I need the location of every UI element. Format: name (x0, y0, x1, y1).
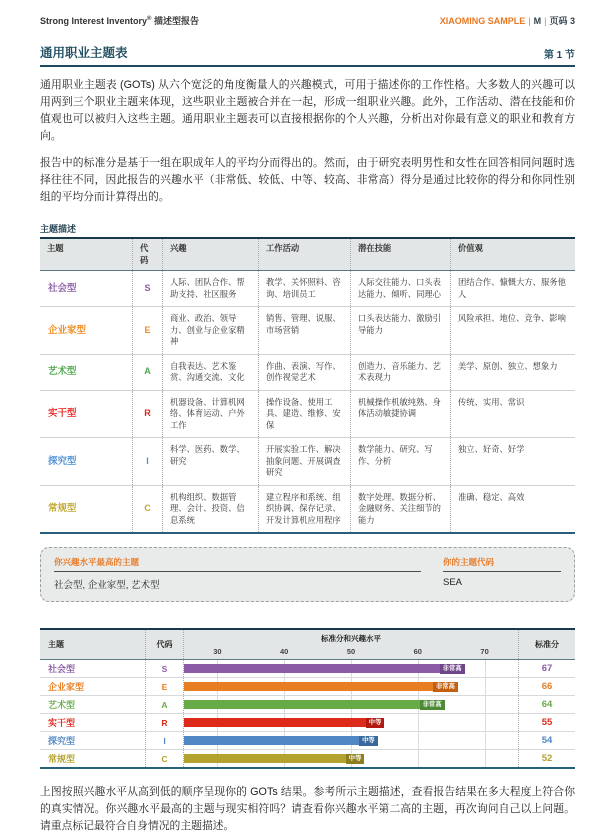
theme-skills: 数字处理、数据分析、金融财务、关注细节的能力 (350, 486, 450, 533)
theme-code: R (132, 391, 162, 438)
col-header-theme: 主题 (47, 243, 64, 253)
interest-level-label: 非常高 (440, 664, 465, 674)
chart-bar-track (183, 750, 518, 767)
theme-interests: 机器设备、计算机网络、体育运动、户外工作 (162, 391, 258, 438)
axis-title: 标准分和兴趣水平 (321, 634, 381, 643)
col-header-values: 价值观 (450, 239, 575, 270)
report-brand-title (40, 14, 199, 27)
table-row-conventional (40, 486, 575, 533)
theme-code-label: 你的主题代码 (443, 556, 561, 572)
theme-name: 艺术型 (48, 366, 77, 378)
chart-theme-code: A (145, 696, 183, 713)
theme-code-section (443, 556, 561, 591)
chart-row-artistic (40, 696, 575, 714)
highest-themes-label: 你兴趣水平最高的主题 (54, 556, 421, 572)
chart-theme-name: 实干型 (48, 718, 76, 728)
theme-activities: 开展实验工作、解决抽象问题、开展调查研究 (258, 438, 350, 485)
chart-theme-code: S (145, 660, 183, 677)
chart-row-enterprising (40, 678, 575, 696)
chart-theme-code: C (145, 750, 183, 767)
interest-level-label: 中等 (359, 736, 378, 746)
score-bar (184, 664, 465, 673)
standard-score: 67 (518, 660, 575, 677)
theme-values: 准确、稳定、高效 (450, 486, 575, 533)
chart-bar-track (183, 660, 518, 677)
running-header (40, 14, 575, 27)
chart-theme-code: R (145, 714, 183, 731)
table-row-realistic (40, 391, 575, 439)
theme-activities: 建立程序和系统、组织协调、保存记录、开发计算机应用程序 (258, 486, 350, 533)
section-number: 第 1 节 (543, 50, 575, 61)
theme-code: C (132, 486, 162, 533)
theme-code: A (132, 355, 162, 390)
interest-level-label: 中等 (346, 754, 365, 764)
chart-bar-track (183, 696, 518, 713)
theme-activities: 作曲、表演、写作、创作视觉艺术 (258, 355, 350, 390)
standard-score: 64 (518, 696, 575, 713)
theme-values: 美学、原创、独立、想象力 (450, 355, 575, 390)
brand-name: Strong Interest Inventory (40, 16, 148, 26)
theme-code: S (132, 271, 162, 306)
col-header-interests: 兴趣 (162, 239, 258, 270)
theme-interests: 科学、医药、数学、研究 (162, 438, 258, 485)
chart-header-row (40, 630, 575, 660)
standard-score: 66 (518, 678, 575, 695)
separator: | (544, 16, 547, 26)
chart-bar-track (183, 732, 518, 749)
chart-theme-name: 艺术型 (48, 700, 76, 710)
separator: | (528, 16, 531, 26)
chart-theme-name: 探究型 (48, 736, 76, 746)
registered-mark: ® (147, 16, 152, 22)
intro-paragraph-2: 报告中的标准分是基于一组在职成年人的平均分而得出的。然而，由于研究表明男性和女性在回答相同问题时选择往往不同，因此报告的兴趣水平（非常低、较低、中等、较高、非常高）得分是通过比较你的得分和你同性别组的平均分而计算得出的。 (40, 157, 575, 203)
page-info (440, 14, 575, 27)
theme-name: 探究型 (48, 455, 77, 467)
score-bar (184, 700, 445, 709)
theme-skills: 人际交往能力、口头表达能力、倾听、同理心 (350, 271, 450, 306)
gender-code: M (533, 16, 542, 26)
chart-theme-name: 常规型 (48, 754, 76, 764)
interest-level-label: 非常高 (433, 682, 458, 692)
chart-row-conventional (40, 750, 575, 767)
theme-interests: 商业、政治、领导力、创业与企业家精神 (162, 307, 258, 354)
standard-score: 54 (518, 732, 575, 749)
chart-col-score: 标准分 (518, 630, 575, 659)
theme-values: 传统、实用、常识 (450, 391, 575, 438)
score-bar (184, 736, 378, 745)
theme-interests: 人际、团队合作、帮助支持、社区服务 (162, 271, 258, 306)
col-header-activities: 工作活动 (258, 239, 350, 270)
theme-activities: 操作设备、使用工具、建造、维修、安保 (258, 391, 350, 438)
theme-table-title: 主题描述 (40, 224, 77, 234)
doc-type: 描述型报告 (151, 16, 199, 26)
page-number: 页码 3 (549, 16, 575, 26)
axis-tick: 30 (213, 647, 222, 656)
theme-values: 团结合作、慷慨大方、服务他人 (450, 271, 575, 306)
score-bar (184, 754, 364, 763)
axis-tick: 50 (346, 647, 356, 656)
theme-values: 独立、好奇、好学 (450, 438, 575, 485)
chart-body (40, 660, 575, 767)
theme-table-body (40, 271, 575, 532)
theme-activities: 销售、管理、说服、市场营销 (258, 307, 350, 354)
theme-name: 企业家型 (48, 324, 87, 336)
chart-row-realistic (40, 714, 575, 732)
axis-tick: 70 (480, 647, 489, 656)
chart-row-social (40, 660, 575, 678)
chart-bar-track (183, 714, 518, 731)
person-name: XIAOMING SAMPLE (439, 16, 526, 26)
standard-score: 55 (518, 714, 575, 731)
chart-theme-code: I (145, 732, 183, 749)
theme-values: 风险承担、地位、竞争、影响 (450, 307, 575, 354)
intro-paragraph-1: 通用职业主题表 (GOTs) 从六个宽泛的角度衡量人的兴趣模式，可用于描述你的工作性格。大多数人的兴趣可以用两到三个职业主题来体现，这些职业主题被合并在一起，形成一组职业兴趣。此外，工作活动、潜在技能和价值观也可以被归入这些主题。通用职业主题表可以直接根据你的个人兴趣，分析出对你最有意义的职业和教育方向。 (40, 79, 575, 142)
highest-themes-section (54, 556, 421, 591)
chart-theme-code: E (145, 678, 183, 695)
theme-name: 实干型 (48, 408, 77, 419)
standard-score: 52 (518, 750, 575, 767)
theme-code: E (132, 307, 162, 354)
theme-interests: 机构组织、数据管理、会计、投资、信息系统 (162, 486, 258, 533)
chart-row-investigative (40, 732, 575, 750)
table-row-social (40, 271, 575, 307)
interest-level-label: 非常高 (420, 700, 445, 710)
interest-level-label: 中等 (366, 718, 385, 728)
col-header-skills: 潜在技能 (350, 239, 450, 270)
axis-tick: 40 (280, 647, 289, 656)
theme-code: I (132, 438, 162, 485)
score-bar (184, 718, 384, 727)
theme-skills: 数学能力、研究、写作、分析 (350, 438, 450, 485)
col-header-code: 代码 (132, 239, 162, 270)
chart-bar-track (183, 678, 518, 695)
table-row-investigative (40, 438, 575, 486)
closing-paragraph: 上图按照兴趣水平从高到低的顺序呈现你的 GOTs 结果。参考所示主题描述，查看报告结果在多大程度上符合你的真实情况。你兴趣水平最高的主题与现实相符吗？请查看你兴趣水平第二高的主题，再次询问自己以上问题。请重点标记最符合自身情况的主题描述。 (40, 786, 575, 832)
theme-skills: 口头表达能力、激励引导能力 (350, 307, 450, 354)
table-row-artistic (40, 355, 575, 391)
axis-tick: 60 (413, 647, 422, 656)
highest-themes-summary-box (40, 547, 575, 602)
got-results-chart (40, 628, 575, 769)
theme-skills: 机械操作机敏纯熟、身体活动敏捷协调 (350, 391, 450, 438)
chart-theme-name: 社会型 (48, 664, 76, 674)
theme-name: 常规型 (48, 503, 77, 514)
section-bar (40, 43, 575, 67)
theme-activities: 教学、关怀照料、咨询、培训员工 (258, 271, 350, 306)
section-title: 通用职业主题表 (40, 46, 128, 60)
table-row-enterprising (40, 307, 575, 355)
chart-col-code: 代码 (145, 630, 183, 659)
theme-description-table (40, 237, 575, 534)
theme-interests: 自我表达、艺术鉴赏、沟通交流、文化 (162, 355, 258, 390)
chart-axis-header (183, 630, 518, 659)
chart-col-theme: 主题 (48, 640, 64, 649)
theme-code-value: SEA (443, 577, 463, 588)
chart-theme-name: 企业家型 (48, 682, 85, 692)
theme-skills: 创造力、音乐能力、艺术表现力 (350, 355, 450, 390)
theme-table-header-row (40, 239, 575, 271)
highest-themes-value: 社会型, 企业家型, 艺术型 (54, 580, 160, 591)
score-bar (184, 682, 458, 691)
theme-name: 社会型 (48, 282, 77, 294)
